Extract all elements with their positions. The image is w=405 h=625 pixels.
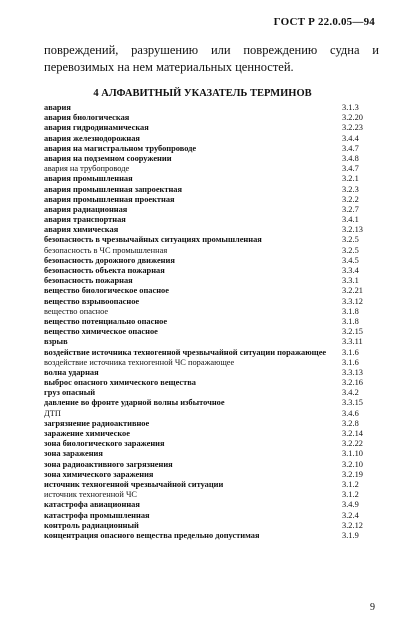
index-row: [44, 174, 374, 184]
index-row: [44, 144, 374, 154]
index-term: авария радиационная: [44, 204, 128, 214]
index-row: [44, 470, 374, 480]
index-ref: 3.2.7: [342, 204, 359, 214]
index-ref: 3.1.8: [342, 306, 359, 316]
index-term: авария промышленная: [44, 174, 133, 184]
index-ref: 3.2.8: [342, 418, 359, 428]
index-ref: 3.2.3: [342, 184, 359, 194]
index-ref: 3.2.5: [342, 235, 359, 245]
index-ref: 3.4.7: [342, 164, 359, 174]
index-row: [44, 348, 374, 358]
index-ref: 3.3.1: [342, 276, 359, 286]
section-title: 4 АЛФАВИТНЫЙ УКАЗАТЕЛЬ ТЕРМИНОВ: [93, 88, 312, 99]
index-ref: 3.4.8: [342, 153, 359, 163]
index-term: взрыв: [44, 337, 68, 347]
page-number: 9: [370, 602, 375, 613]
index-term: безопасность объекта пожарная: [44, 266, 165, 275]
index-term: давление во фронте ударной волны избыточное: [44, 398, 225, 408]
index-term: загрязнение радиоактивное: [44, 418, 150, 428]
index-row: [44, 378, 374, 388]
index-ref: 3.2.21: [342, 286, 363, 296]
index-row: [44, 388, 374, 398]
index-row: [44, 266, 374, 276]
index-ref: 3.2.1: [342, 174, 359, 184]
index-ref: 3.1.2: [342, 490, 359, 500]
index-ref: 3.1.8: [342, 316, 359, 326]
index-term: зона химического заражения: [44, 469, 154, 479]
index-term: авария на магистральном трубопроводе: [44, 143, 197, 153]
index-term: вещество взрывоопасное: [44, 296, 140, 306]
index-term: авария транспортная: [44, 215, 126, 225]
index-term: выброс опасного химического вещества: [44, 378, 196, 388]
index-row: [44, 123, 374, 133]
index-row: [44, 409, 374, 419]
index-row: [44, 256, 374, 266]
index-row: [44, 368, 374, 378]
index-row: [44, 205, 374, 215]
index-ref: 3.4.5: [342, 255, 359, 265]
index-term: заражение химическое: [44, 429, 130, 438]
index-ref: 3.1.10: [342, 449, 363, 459]
index-ref: 3.2.14: [342, 429, 363, 438]
index-ref: 3.4.6: [342, 408, 359, 418]
index-ref: 3.3.15: [342, 398, 363, 408]
index-row: [44, 235, 374, 245]
index-ref: 3.3.4: [342, 266, 359, 275]
index-term: контроль радиационный: [44, 520, 139, 530]
index-ref: 3.2.20: [342, 113, 363, 123]
index-term: ДТП: [44, 408, 61, 418]
index-ref: 3.2.5: [342, 245, 359, 255]
index-term: авария химическая: [44, 225, 119, 235]
index-term: авария железнодорожная: [44, 133, 140, 143]
index-row: [44, 511, 374, 521]
index-ref: 3.2.4: [342, 510, 359, 520]
index-row: [44, 500, 374, 510]
index-row: [44, 286, 374, 296]
index-term: вещество химическое опасное: [44, 327, 158, 337]
index-term: авария: [44, 103, 71, 112]
index-row: [44, 490, 374, 500]
index-ref: 3.2.19: [342, 469, 363, 479]
index-row: [44, 246, 374, 256]
index-row: [44, 276, 374, 286]
index-term: груз опасный: [44, 388, 96, 398]
index-ref: 3.2.16: [342, 378, 363, 388]
index-term: вещество опасное: [44, 306, 109, 316]
index-term: зона заражения: [44, 449, 103, 459]
index-ref: 3.1.6: [342, 357, 359, 367]
index-row: [44, 337, 374, 347]
index-ref: 3.4.7: [342, 143, 359, 153]
index-term: безопасность пожарная: [44, 276, 133, 286]
index-ref: 3.1.9: [342, 530, 359, 540]
index-ref: 3.4.4: [342, 133, 359, 143]
index-row: [44, 195, 374, 205]
index-term: зона биологического заражения: [44, 439, 165, 449]
index-row: [44, 134, 374, 144]
index-ref: 3.2.12: [342, 520, 363, 530]
document-header: ГОСТ Р 22.0.05—94: [273, 16, 375, 28]
index-row: [44, 317, 374, 327]
index-ref: 3.3.12: [342, 296, 363, 306]
index-term: авария на подземном сооружении: [44, 153, 172, 163]
index-row: [44, 164, 374, 174]
index-ref: 3.3.13: [342, 367, 363, 377]
index-term: источник техногенной чрезвычайной ситуации: [44, 479, 224, 489]
index-ref: 3.2.13: [342, 225, 363, 235]
index-ref: 3.4.2: [342, 388, 359, 398]
index-row: [44, 531, 374, 541]
index-term: безопасность в чрезвычайных ситуациях промышленная: [44, 235, 262, 245]
index-term: волна ударная: [44, 367, 99, 377]
index-row: [44, 358, 374, 368]
index-ref: 3.1.3: [342, 103, 359, 112]
index-row: [44, 297, 374, 307]
index-ref: 3.1.6: [342, 347, 359, 357]
index-term: авария промышленная проектная: [44, 194, 175, 204]
index-term: вещество биологическое опасное: [44, 286, 169, 296]
index-term: воздействие источника техногенной ЧС поражающее: [44, 357, 235, 367]
index-term: авария гидродинамическая: [44, 123, 149, 133]
index-term: воздействие источника техногенной чрезвычайной ситуации поражающее: [44, 347, 327, 357]
index-term: зона радиоактивного загрязнения: [44, 459, 173, 469]
index-row: [44, 185, 374, 195]
index-term: катастрофа промышленная: [44, 510, 150, 520]
index-row: [44, 103, 374, 113]
index-row: [44, 307, 374, 317]
index-row: [44, 419, 374, 429]
index-row: [44, 215, 374, 225]
index-term: безопасность в ЧС промышленная: [44, 245, 168, 255]
index-ref: 3.2.23: [342, 123, 363, 133]
index-ref: 3.2.10: [342, 459, 363, 469]
index-ref: 3.2.2: [342, 194, 359, 204]
index-ref: 3.4.1: [342, 215, 359, 225]
index-ref: 3.3.11: [342, 337, 363, 347]
index-row: [44, 449, 374, 459]
index-row: [44, 225, 374, 235]
index-row: [44, 154, 374, 164]
index-row: [44, 439, 374, 449]
index-row: [44, 327, 374, 337]
index-ref: 3.2.22: [342, 439, 363, 449]
index-row: [44, 398, 374, 408]
index-ref: 3.2.15: [342, 327, 363, 337]
index-term: авария промышленная запроектная: [44, 184, 183, 194]
index-ref: 3.4.9: [342, 500, 359, 510]
index-term: авария биологическая: [44, 113, 130, 123]
index-term: вещество потенциально опасное: [44, 316, 168, 326]
index-term: катастрофа авиационная: [44, 500, 140, 510]
index-term: безопасность дорожного движения: [44, 255, 175, 265]
intro-paragraph: повреждений, разрушению или повреждению судна и перевозимых на нем материальных ценностей.: [44, 43, 379, 74]
term-index-list: [44, 103, 374, 541]
index-term: источник техногенной ЧС: [44, 490, 137, 500]
index-term: концентрация опасного вещества предельно допустимая: [44, 530, 260, 540]
index-row: [44, 429, 374, 439]
index-term: авария на трубопроводе: [44, 164, 130, 174]
index-ref: 3.1.2: [342, 479, 359, 489]
index-row: [44, 521, 374, 531]
index-row: [44, 113, 374, 123]
index-row: [44, 460, 374, 470]
index-row: [44, 480, 374, 490]
